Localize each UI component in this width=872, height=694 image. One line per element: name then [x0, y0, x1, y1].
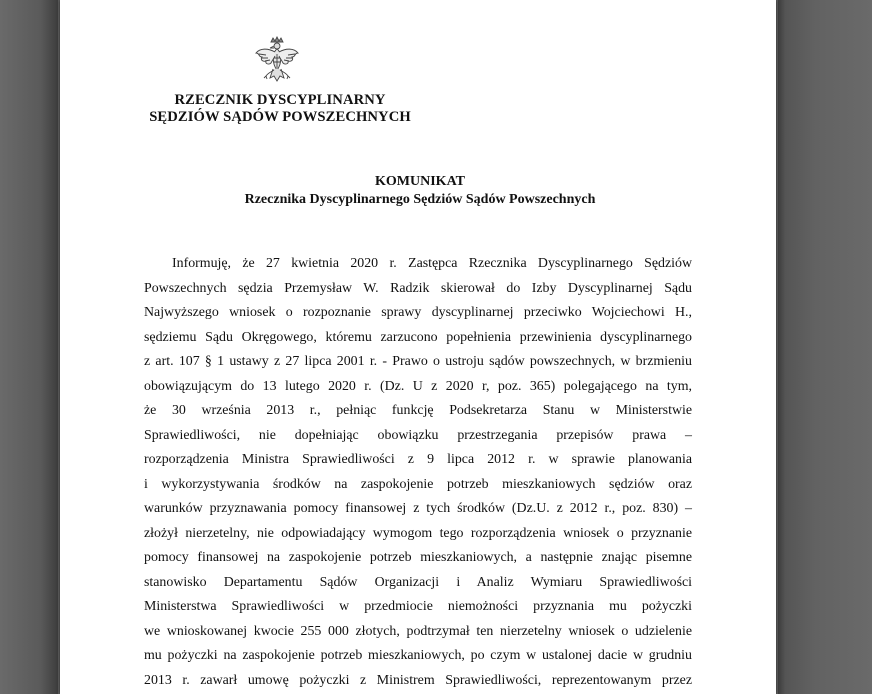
body-line: obowiązującym do 13 lutego 2020 r. (Dz. U z 2020 r, poz. 365) polegającego na tym, — [144, 378, 692, 394]
body-line: stanowisko Departamentu Sądów Organizacji i Analiz Wymiaru Sprawiedliwości — [144, 574, 692, 590]
polish-eagle-emblem-icon — [254, 36, 300, 88]
body-text — [144, 254, 692, 694]
viewer-left-margin — [0, 0, 58, 694]
body-line: pomocy finansowej na zaspokojenie potrzeb mieszkaniowych, a następnie znając pisemne — [144, 550, 692, 565]
document-heading — [150, 173, 690, 209]
institution-name — [140, 92, 420, 126]
document-subtitle: Rzecznika Dyscyplinarnego Sędziów Sądów Powszechnych — [244, 192, 596, 207]
body-line: mu pożyczki na zaspokojenie potrzeb mieszkaniowych, po czym w ustalonej dacie w grudniu — [144, 648, 692, 663]
body-line: we wnioskowanej kwocie 255 000 złotych, podtrzymał ten nierzetelny wniosek o udzielenie — [144, 623, 692, 639]
document-page — [60, 0, 776, 694]
body-line: warunków przyznawania pomocy finansowej z tych środków (Dz.U. z 2012 r., poz. 830) – — [144, 501, 692, 516]
body-line: 2013 r. zawarł umowę pożyczki z Ministrem Sprawiedliwości, reprezentowanym przez — [144, 672, 692, 688]
institution-line-1: RZECZNIK DYSCYPLINARNY — [174, 92, 386, 108]
body-line: że 30 września 2013 r., pełniąc funkcję Podsekretarza Stanu w Ministerstwie — [144, 403, 692, 418]
document-title: KOMUNIKAT — [375, 174, 465, 189]
institution-line-2: SĘDZIÓW SĄDÓW POWSZECHNYCH — [149, 109, 411, 125]
body-line: Sprawiedliwości, nie dopełniając obowiązku przestrzegania przepisów prawa – — [144, 427, 692, 443]
body-line: Powszechnych sędzia Przemysław W. Radzik skierował do Izby Dyscyplinarnej Sądu — [144, 280, 692, 296]
body-line: złożył nierzetelny, nie odpowiadający wymogom tego rozporządzenia wniosek o przyznanie — [144, 525, 692, 541]
viewer-right-margin — [778, 0, 872, 694]
body-line: Informuję, że 27 kwietnia 2020 r. Zastępca Rzecznika Dyscyplinarnego Sędziów — [172, 256, 692, 271]
body-line: Najwyższego wniosek o rozpoznanie sprawy dyscyplinarnej przeciwko Wojciechowi H., — [144, 305, 692, 320]
body-line: Ministerstwa Sprawiedliwości w przedmiocie niemożności przyznania mu pożyczki — [144, 599, 692, 614]
body-line: sędziemu Sądu Okręgowego, któremu zarzucono popełnienia przewinienia dyscyplinarnego — [144, 329, 692, 345]
body-line: rozporządzenia Ministra Sprawiedliwości z 9 lipca 2012 r. w sprawie planowania — [144, 452, 692, 467]
body-line: i wykorzystywania środków na zaspokojenie potrzeb mieszkaniowych sędziów oraz — [144, 476, 692, 492]
body-line: z art. 107 § 1 ustawy z 27 lipca 2001 r. - Prawo o ustroju sądów powszechnych, w brzmieniu — [144, 354, 692, 369]
